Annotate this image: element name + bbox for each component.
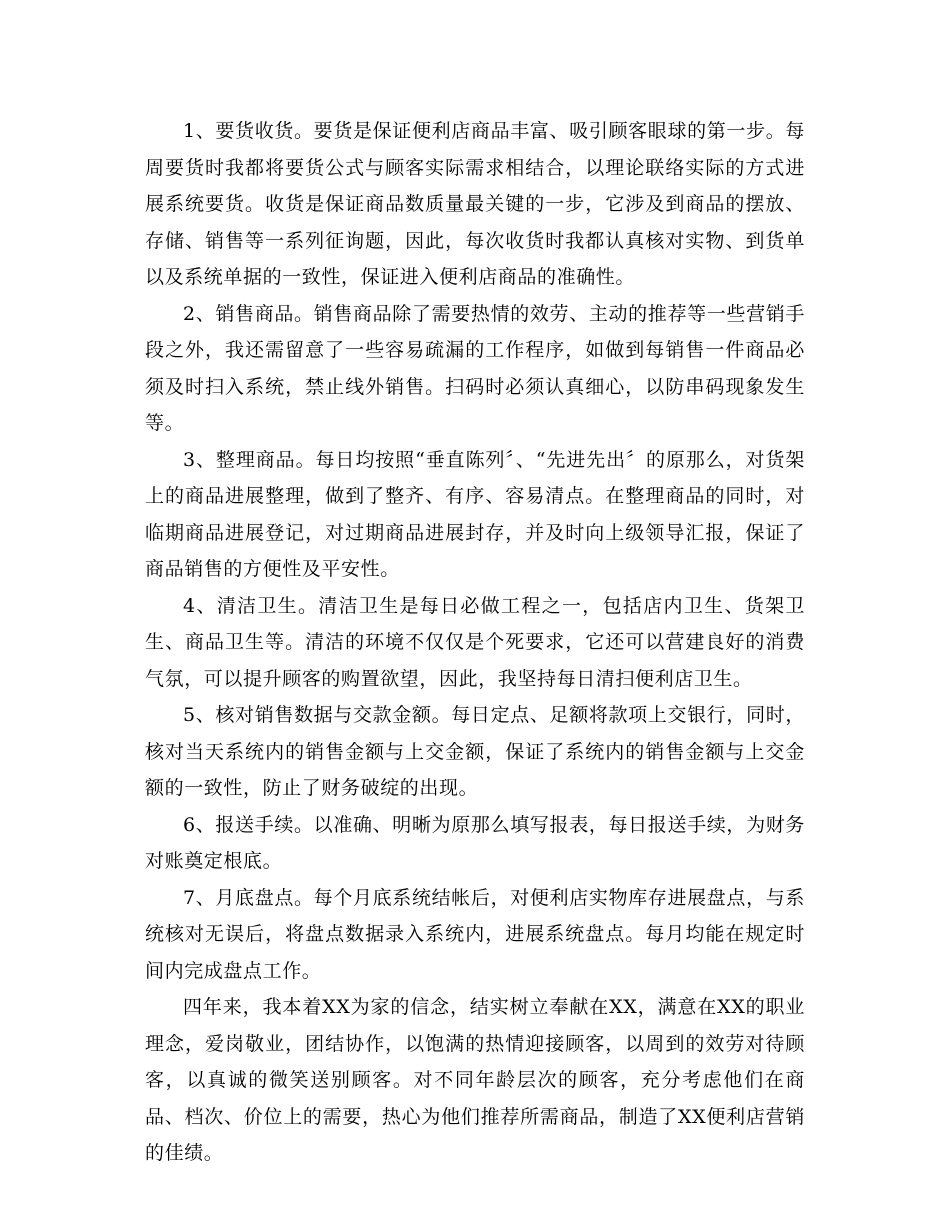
paragraph-report-submission: 6、报送手续。以准确、明晰为原那么填写报表，每日报送手续，为财务对账奠定根底。 — [145, 813, 805, 872]
paragraph-cleaning: 4、清洁卫生。清洁卫生是每日必做工程之一，包括店内卫生、货架卫生、商品卫生等。清洁的环境不仅仅是个死要求，它还可以营建良好的消费气氛，可以提升顾客的购置欲望，因此，我坚持每日清扫便利店卫生。 — [145, 594, 805, 690]
paragraph-arranging-goods: 3、整理商品。每日均按照“垂直陈列〞、“先进先出〞的原那么，对货架上的商品进展整理，做到了整齐、有序、容易清点。在整理商品的同时，对临期商品进展登记，对过期商品进展封存，并及时向上级领导汇报，保证了商品销售的方便性及平安性。 — [145, 448, 805, 580]
paragraph-requisition-receiving: 1、要货收货。要货是保证便利店商品丰富、吸引顾客眼球的第一步。每周要货时我都将要货公式与顾客实际需求相结合，以理论联络实际的方式进展系统要货。收货是保证商品数质量最关键的一步，它涉及到商品的摆放、存储、销售等一系列征询题，因此，每次收货时我都认真核对实物、到货单以及系统单据的一致性，保证进入便利店商品的准确性。 — [145, 120, 805, 288]
paragraph-summary: 四年来，我本着XX为家的信念，结实树立奉献在XX，满意在XX的职业理念，爱岗敬业，团结协作，以饱满的热情迎接顾客，以周到的效劳对待顾客，以真诚的微笑送别顾客。对不同年龄层次的顾客，充分考虑他们在商品、档次、价位上的需要，热心为他们推荐所需商品，制造了XX便利店营销的佳绩。 — [145, 996, 805, 1164]
paragraph-monthly-inventory: 7、月底盘点。每个月底系统结帐后，对便利店实物库存进展盘点，与系统核对无误后，将盘点数据录入系统内，进展系统盘点。每月均能在规定时间内完成盘点工作。 — [145, 886, 805, 982]
paragraph-sales-reconciliation: 5、核对销售数据与交款金额。每日定点、足额将款项上交银行，同时，核对当天系统内的销售金额与上交金额，保证了系统内的销售金额与上交金额的一致性，防止了财务破绽的出现。 — [145, 704, 805, 799]
paragraph-selling-goods: 2、销售商品。销售商品除了需要热情的效劳、主动的推荐等一些营销手段之外，我还需留意了一些容易疏漏的工作程序，如做到每销售一件商品必须及时扫入系统，禁止线外销售。扫码时必须认真细心，以防串码现象发生等。 — [145, 302, 805, 434]
document-body — [145, 113, 805, 1172]
